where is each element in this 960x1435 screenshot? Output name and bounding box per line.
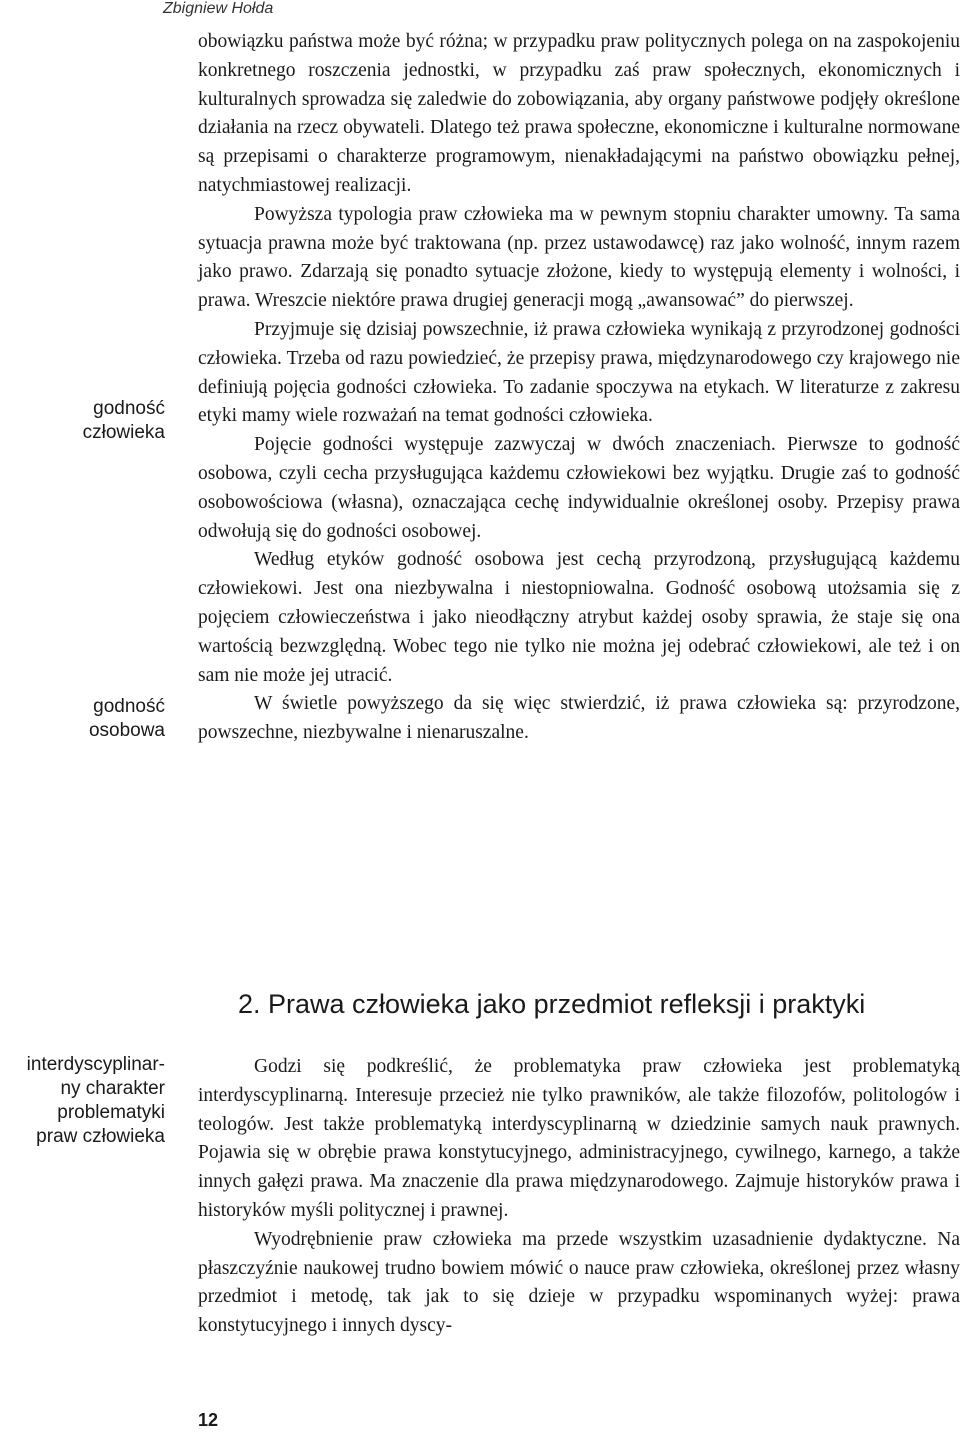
paragraph: W świetle powyższego da się więc stwierdzić, iż prawa człowieka są: przyrodzone, powszechne, niezbywalne i nienaruszalne. [198, 693, 960, 744]
section-title: 2. Prawa człowieka jako przedmiot refleksji i praktyki [238, 989, 866, 1019]
running-head: Zbigniew Hołda [163, 0, 274, 17]
margin-note-line: praw człowieka [36, 1126, 165, 1147]
paragraph: Przyjmuje się dzisiaj powszechnie, iż prawa człowieka wynikają z przyrodzonej godności człowieka. Trzeba od razu powiedzieć, że przepisy prawa, międzynarodowego czy krajowego nie definiują pojęcia godności człowieka. To zadanie spoczywa na etykach. W literaturze z zakresu etyki mamy wiele rozważań na temat godności człowieka. [198, 318, 960, 427]
paragraph: Pojęcie godności występuje zazwyczaj w dwóch znaczeniach. Pierwsze to godność osobowa, czyli cecha przysługująca każdemu człowiekowi bez wyjątku. Drugie zaś to godność osobowościowa (własna), oznaczająca cechę indywidualnie określonej osoby. Przepisy prawa odwołują się do godności osobowej. [198, 434, 960, 542]
margin-note-line: interdyscyplinar- [26, 1054, 165, 1075]
margin-note-line: godność [93, 696, 165, 717]
body-text-top [198, 28, 960, 748]
paragraph: Powyższa typologia praw człowieka ma w pewnym stopniu charakter umowny. Ta sama sytuacja prawna może być traktowana (np. przez ustawodawcę) raz jako wolność, innym razem jako prawo. Zdarzają się ponadto sytuacje złożone, kiedy to występują elementy i wolności, i prawa. Wreszcie niektóre prawa drugiej generacji mogą „awansować” do pierwszej. [198, 203, 960, 312]
page-number: 12 [198, 1410, 219, 1430]
paragraph: Według etyków godność osobowa jest cechą przyrodzoną, przysługującą każdemu człowiekowi. Jest ona niezbywalna i niestopniowalna. Godność osobową utożsamia się z pojęciem człowieczeństwa i jako nieodłączny atrybut każdej osoby sprawia, że staje się ona wartością bezwzględną. Wobec tego nie tylko nie można jej odebrać człowiekowi, ale też i on sam nie może jej utracić. [198, 549, 960, 686]
margin-note-human-dignity [83, 397, 165, 445]
margin-note-line: problematyki [57, 1102, 165, 1123]
margin-note-line: człowieka [82, 422, 165, 443]
body-text-bottom [198, 1053, 960, 1341]
margin-note-line: godność [93, 398, 165, 419]
margin-note-line: ny charakter [60, 1078, 165, 1099]
margin-note-personal-dignity [89, 695, 165, 743]
margin-note-line: osobowa [88, 720, 165, 741]
paragraph: obowiązku państwa może być różna; w przypadku praw politycznych polega on na zaspokojeniu konkretnego roszczenia jednostki, w przypadku zaś praw społecznych, ekonomicznych i kulturalnych sprowadza się zaledwie do zobowiązania, aby organy państwowe podjęły określone działania na rzecz obywateli. Dlatego też prawa społeczne, ekonomiczne i kulturalne normowane są przepisami o charakterze programowym, nienakładającymi na państwo obowiązku pełnej, natychmiastowej realizacji. [198, 31, 960, 196]
paragraph: Godzi się podkreślić, że problematyka praw człowieka jest problematyką interdyscyplinarną. Interesuje przecież nie tylko prawników, ale także filozofów, politologów i teologów. Jest także problematyką interdyscyplinarną w dziedzinie samych nauk prawnych. Pojawia się w obrębie prawa konstytucyjnego, administracyjnego, cywilnego, karnego, a także innych gałęzi prawa. Ma znaczenie dla prawa międzynarodowego. Zajmuje historyków prawa i historyków myśli politycznej i prawnej. [198, 1056, 960, 1221]
paragraph: Wyodrębnienie praw człowieka ma przede wszystkim uzasadnienie dydaktyczne. Na płaszczyźnie naukowej trudno bowiem mówić o nauce praw człowieka, określonej przez własny przedmiot i metodę, tak jak to się dzieje w przypadku wspominanych wyżej: prawa konstytucyjnego i innych dyscy- [198, 1228, 960, 1337]
margin-note-interdisciplinary [27, 1053, 165, 1149]
